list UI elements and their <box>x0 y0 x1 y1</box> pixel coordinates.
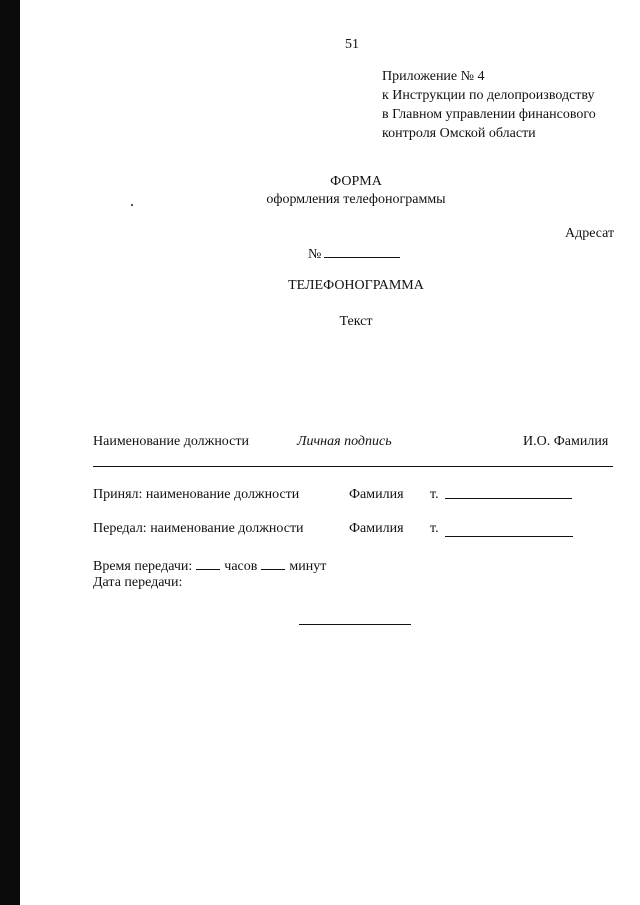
minutes-label: минут <box>289 559 327 574</box>
accepted-surname-label: Фамилия <box>349 487 404 502</box>
number-field <box>308 244 400 264</box>
appendix-line-1: Приложение № 4 <box>382 69 485 84</box>
addressee-label: Адресат <box>565 226 615 241</box>
separator-line <box>93 466 613 467</box>
appendix-header <box>382 67 596 143</box>
scan-edge-shadow <box>0 0 20 905</box>
minutes-blank <box>261 556 285 570</box>
document-body-text: Текст <box>339 314 373 329</box>
appendix-line-3: в Главном управлении финансового <box>382 107 596 122</box>
page-number: 51 <box>345 37 359 52</box>
sent-surname-label: Фамилия <box>349 521 404 536</box>
transfer-time-row <box>93 556 326 576</box>
scan-speck <box>131 204 133 206</box>
form-subtitle: оформления телефонограммы <box>266 192 446 207</box>
sent-label: Передал: наименование должности <box>93 521 304 536</box>
appendix-line-4: контроля Омской области <box>382 126 536 141</box>
signature-placeholder: Личная подпись <box>297 434 392 449</box>
sent-phone-blank <box>445 536 573 537</box>
transfer-date-label: Дата передачи: <box>93 575 183 590</box>
form-title: ФОРМА <box>330 174 382 189</box>
hours-blank <box>196 556 220 570</box>
accepted-phone-label: т. <box>430 487 439 502</box>
number-label: № <box>308 247 322 262</box>
signature-position: Наименование должности <box>93 434 249 449</box>
sent-phone-label: т. <box>430 521 439 536</box>
transfer-date-blank <box>299 624 411 625</box>
document-title: ТЕЛЕФОНОГРАММА <box>288 278 424 293</box>
signature-name: И.О. Фамилия <box>523 434 609 449</box>
appendix-line-2: к Инструкции по делопроизводству <box>382 88 595 103</box>
number-blank-line <box>324 244 400 258</box>
transfer-time-label: Время передачи: <box>93 559 193 574</box>
hours-label: часов <box>224 559 258 574</box>
accepted-phone-blank <box>445 498 572 499</box>
accepted-label: Принял: наименование должности <box>93 487 300 502</box>
